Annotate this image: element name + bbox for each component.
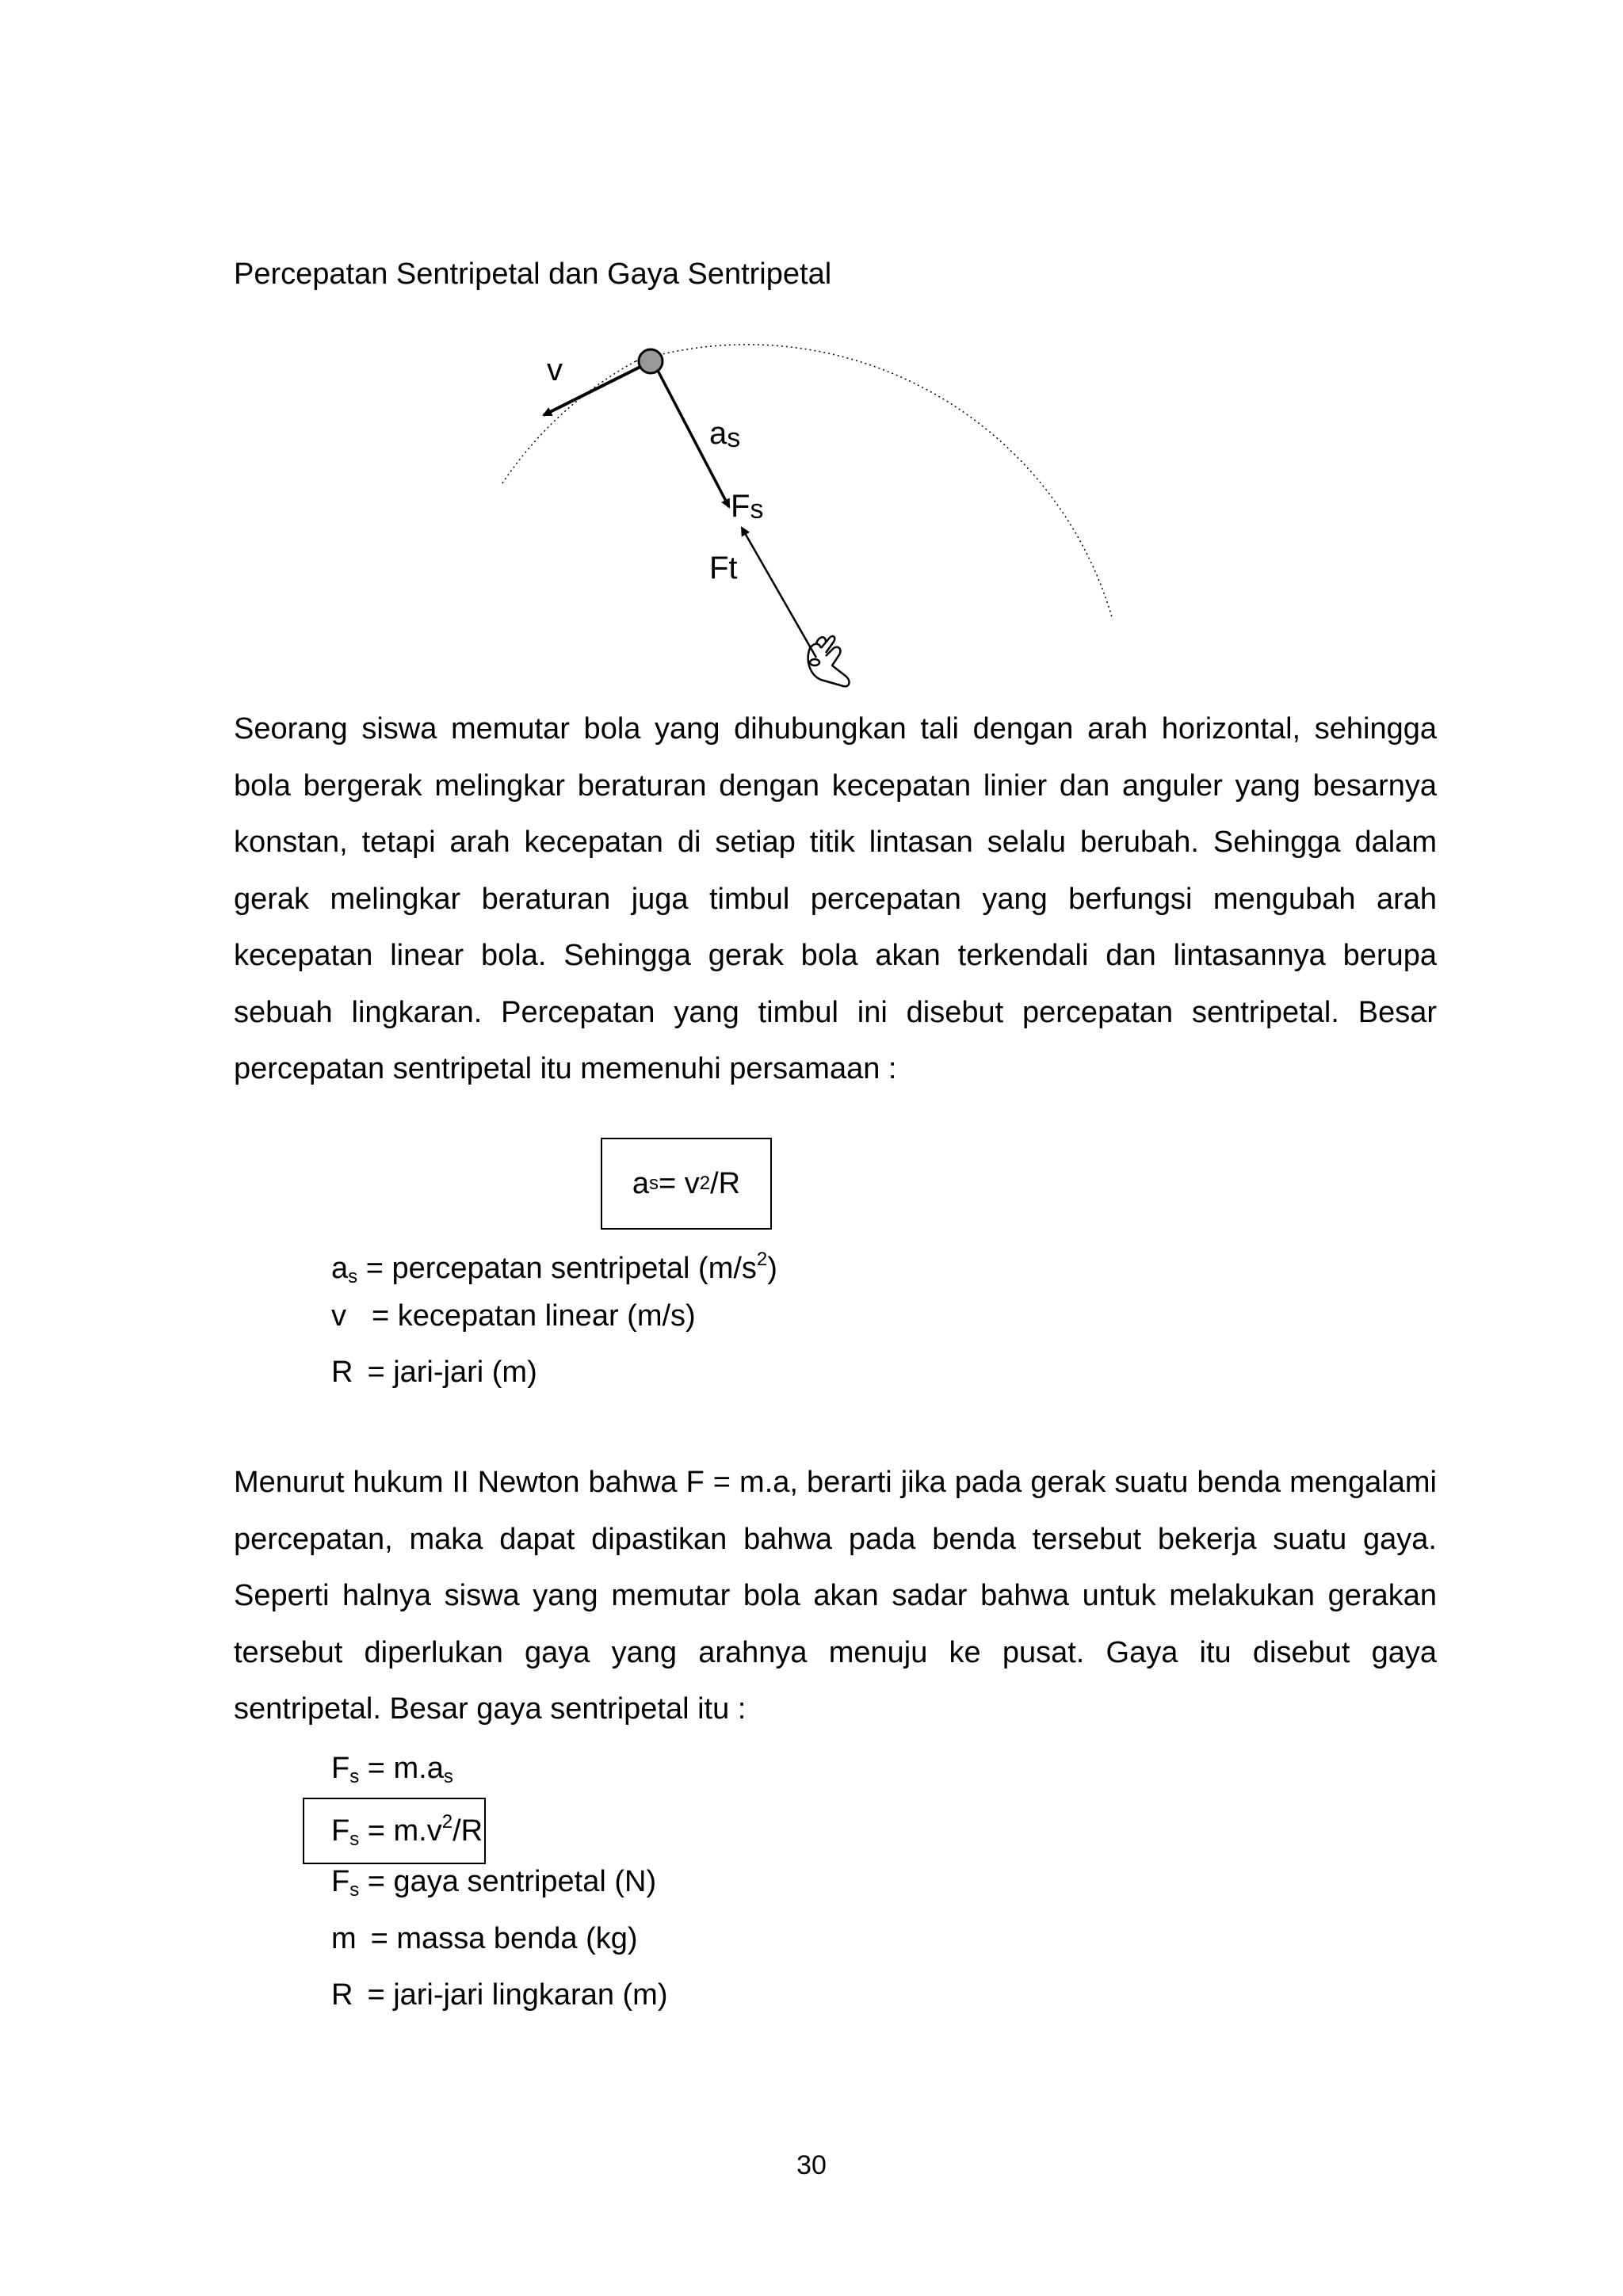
label-as: as xyxy=(709,416,741,453)
page-number: 30 xyxy=(796,2150,827,2180)
definition-row: m = massa benda (kg) xyxy=(331,1921,638,1955)
formula-centripetal-acceleration: a s = v 2 /R xyxy=(601,1138,772,1230)
definition-row: $F_s = m.a_s$ xyxy=(331,1752,453,1787)
section-title: Percepatan Sentripetal dan Gaya Sentripetal xyxy=(234,257,832,291)
circular-path xyxy=(502,345,1113,620)
ball-icon xyxy=(639,349,663,373)
paragraph-centripetal-acceleration: Seorang siswa memutar bola yang dihubungkan tali dengan arah horizontal, sehingga bola bergerak melingkar beraturan dengan kecepatan linier dan anguler yang besarnya konstan, tetapi arah kecepatan di setiap titik lintasan selalu berubah. Sehingga dalam gerak melingkar beraturan juga timbul percepatan yang berfungsi mengubah arah kecepatan linear bola. Sehingga gerak bola akan terkendali dan lintasannya berupa sebuah lingkaran. Percepatan yang timbul ini disebut percepatan sentripetal. Besar percepatan sentripetal itu memenuhi persamaan : xyxy=(234,712,1437,1085)
definition-list-acceleration xyxy=(331,1231,777,1402)
centripetal-diagram xyxy=(468,333,1133,697)
formula-centripetal-force: $F_s = m.v^2/R$ xyxy=(303,1798,486,1864)
definition-row: $a_s$ = percepatan sentripetal $(m/s^2)$ xyxy=(331,1249,777,1287)
tension-arrow xyxy=(742,528,816,658)
label-ft: Ft xyxy=(709,551,738,585)
hand-icon xyxy=(808,636,850,686)
definition-row: R = jari-jari (m) xyxy=(331,1356,537,1389)
definition-list-force xyxy=(331,1741,668,2024)
definition-row: v = kecepatan linear (m/s) xyxy=(331,1299,696,1333)
paragraph-centripetal-force: Menurut hukum II Newton bahwa F = m.a, berarti jika pada gerak suatu benda mengalami percepatan, maka dapat dipastikan bahwa pada benda tersebut bekerja suatu gaya. Seperti halnya siswa yang memutar bola akan sadar bahwa untuk melakukan gerakan tersebut diperlukan gaya yang arahnya menuju ke pusat. Gaya itu disebut gaya sentripetal. Besar gaya sentripetal itu : xyxy=(234,1466,1437,1726)
definition-row: $F_s$ = gaya sentripetal (N) xyxy=(331,1865,657,1901)
definition-row: R = jari-jari lingkaran (m) xyxy=(331,1978,668,2012)
definition-row-boxed-formula xyxy=(331,1798,668,1855)
label-v: v xyxy=(547,353,563,387)
label-fs: Fs xyxy=(731,489,764,524)
